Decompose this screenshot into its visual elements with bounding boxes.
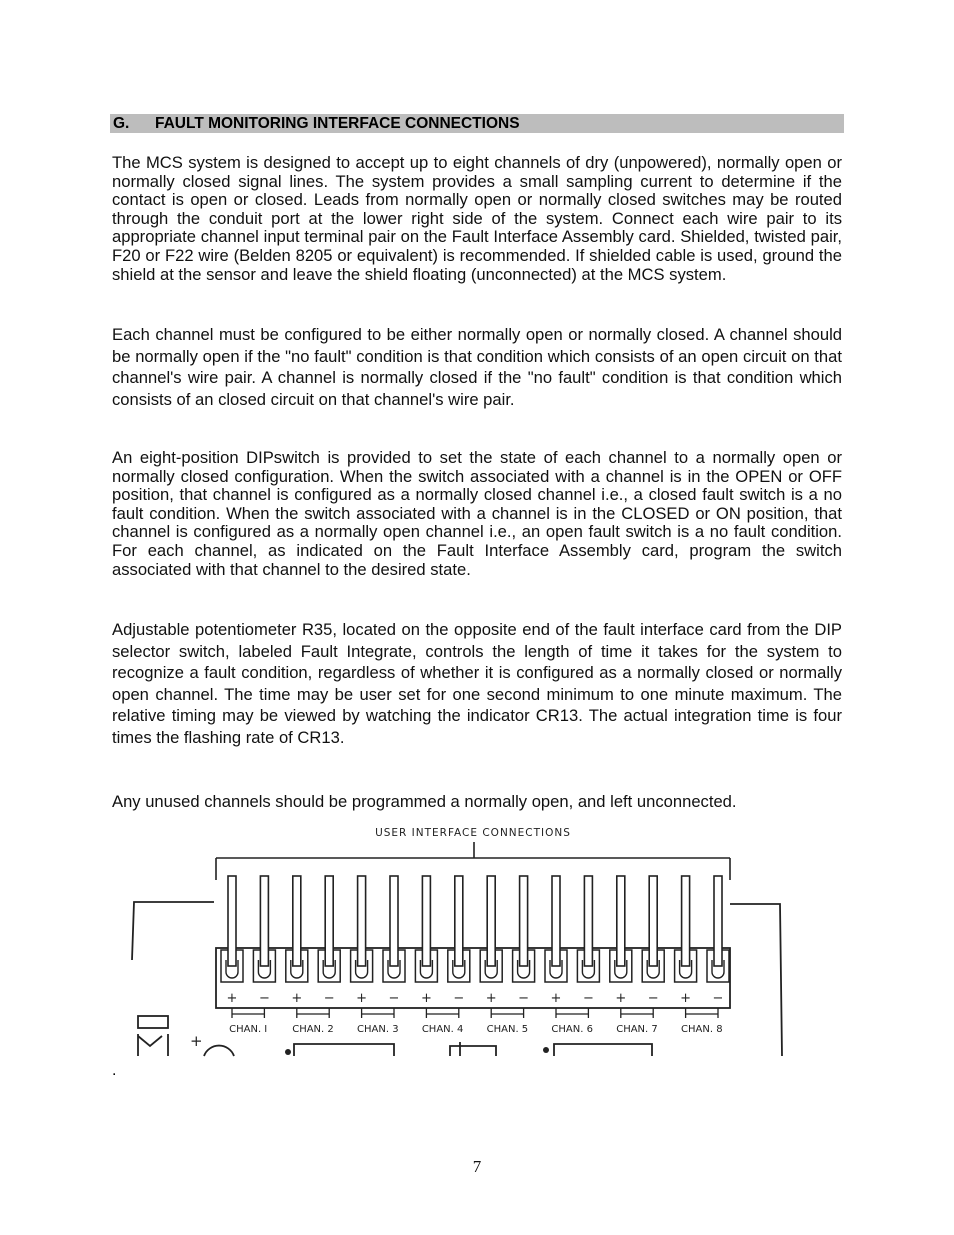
- capacitor-outline: [204, 1046, 234, 1056]
- terminal: [286, 876, 308, 982]
- terminal: [675, 876, 697, 982]
- chip-outline-b: [450, 1046, 496, 1056]
- user-interface-connections-figure: [118, 820, 798, 1060]
- section-letter: G.: [113, 115, 130, 132]
- paragraph-potentiometer: Adjustable potentiometer R35, located on the opposite end of the fault interface card from the DIP selector switch, labeled Fault Integrate, controls the length of time it takes for the system to recognize a fault condition, regardless of whether it is configured as a normally closed or normally open channel. The time may be user set for one second minimum to one minute maximum. The relative timing may be viewed by watching the indicator CR13. The actual integration time is four times the flashing rate of CR13.: [112, 620, 842, 747]
- paragraph-channel-config: Each channel must be configured to be either normally open or normally closed. A channel should be normally open if the "no fault" condition is that condition which consists of an open circuit on that channel's wire pair. A channel is normally closed if the "no fault" condition is that condition which consists of an closed circuit on that channel's wire pair.: [112, 325, 842, 409]
- paragraph-system-overview: The MCS system is designed to accept up to eight channels of dry (unpowered), normally open or normally closed signal lines. The system provides a small sampling current to determine if the contact is open or closed. Leads from normally open or normally closed switches may be routed through the conduit port at the lower right side of the system. Connect each wire pair to its appropriate channel input terminal pair on the Fault Interface Assembly card. Shielded, twisted pair, F20 or F22 wire (Belden 8205 or equivalent) is recommended. If shielded cable is used, ground the shield at the sensor and leave the shield floating (unconnected) at the MCS system.: [112, 153, 842, 284]
- terminal: [577, 876, 599, 982]
- paragraph-dipswitch: An eight-position DIPswitch is provided to set the state of each channel to a normally open or normally closed configuration. When the switch associated with a channel is in the OPEN or OFF position, that channel is configured as a normally closed channel i.e., a closed fault switch is a no fault condition. When the switch associated with a channel is in the CLOSED or ON position, that channel is configured as a normally open channel i.e., an open fault switch is a no fault condition. For each channel, as indicated on the Fault Interface Assembly card, program the switch associated with that channel to the desired state.: [112, 448, 842, 579]
- terminal: [253, 876, 275, 982]
- polarity-row: [227, 991, 724, 1006]
- plus-sign: +: [485, 991, 497, 1006]
- stray-dot: .: [112, 1062, 117, 1079]
- plus-sign: +: [291, 991, 303, 1006]
- channel-label: CHAN. 7: [616, 1024, 658, 1035]
- page-number: 7: [472, 1157, 482, 1176]
- plus-sign: +: [226, 991, 238, 1006]
- minus-sign: −: [323, 991, 335, 1006]
- plus-sign: +: [550, 991, 562, 1006]
- minus-sign: −: [712, 991, 724, 1006]
- plus-sign: +: [680, 991, 692, 1006]
- section-heading: [110, 114, 844, 133]
- capacitor-plus: +: [190, 1032, 203, 1050]
- component-rect: [138, 1016, 168, 1028]
- channel-label: CHAN. 4: [421, 1024, 464, 1035]
- terminal: [448, 876, 470, 982]
- paragraph-unused-channels: Any unused channels should be programmed a normally open, and left unconnected.: [112, 792, 737, 811]
- terminal: [318, 876, 340, 982]
- channel-label: CHAN. 2: [292, 1024, 334, 1035]
- terminal-block-diagram: [118, 820, 798, 1060]
- bracket: [216, 842, 730, 880]
- terminal: [383, 876, 405, 982]
- terminal: [707, 876, 729, 982]
- terminal: [610, 876, 632, 982]
- terminal: [415, 876, 437, 982]
- channel-label: CHAN. I: [229, 1024, 268, 1035]
- pin1-dots: [285, 1047, 549, 1055]
- section-title: FAULT MONITORING INTERFACE CONNECTIONS: [155, 115, 520, 132]
- figure-title: USER INTERFACE CONNECTIONS: [375, 827, 571, 839]
- channel-labels: [229, 1024, 722, 1035]
- channel-ticks: [232, 1008, 718, 1018]
- minus-sign: −: [453, 991, 465, 1006]
- terminal: [351, 876, 373, 982]
- chip-outline-a: [294, 1044, 394, 1056]
- channel-label: CHAN. 8: [681, 1024, 723, 1035]
- terminal: [221, 876, 243, 982]
- plus-sign: +: [356, 991, 368, 1006]
- chip-outline-c: [554, 1044, 652, 1056]
- terminal-strip: [221, 876, 729, 982]
- terminal: [480, 876, 502, 982]
- minus-sign: −: [518, 991, 530, 1006]
- minus-sign: −: [258, 991, 270, 1006]
- minus-sign: −: [647, 991, 659, 1006]
- minus-sign: −: [388, 991, 400, 1006]
- minus-sign: −: [582, 991, 594, 1006]
- plus-sign: +: [420, 991, 432, 1006]
- terminal: [545, 876, 567, 982]
- lower-components: [138, 1016, 652, 1056]
- channel-label: CHAN. 5: [486, 1024, 529, 1035]
- plus-sign: +: [615, 991, 627, 1006]
- terminal: [513, 876, 535, 982]
- channel-label: CHAN. 6: [551, 1024, 593, 1035]
- channel-label: CHAN. 3: [357, 1024, 399, 1035]
- terminal: [642, 876, 664, 982]
